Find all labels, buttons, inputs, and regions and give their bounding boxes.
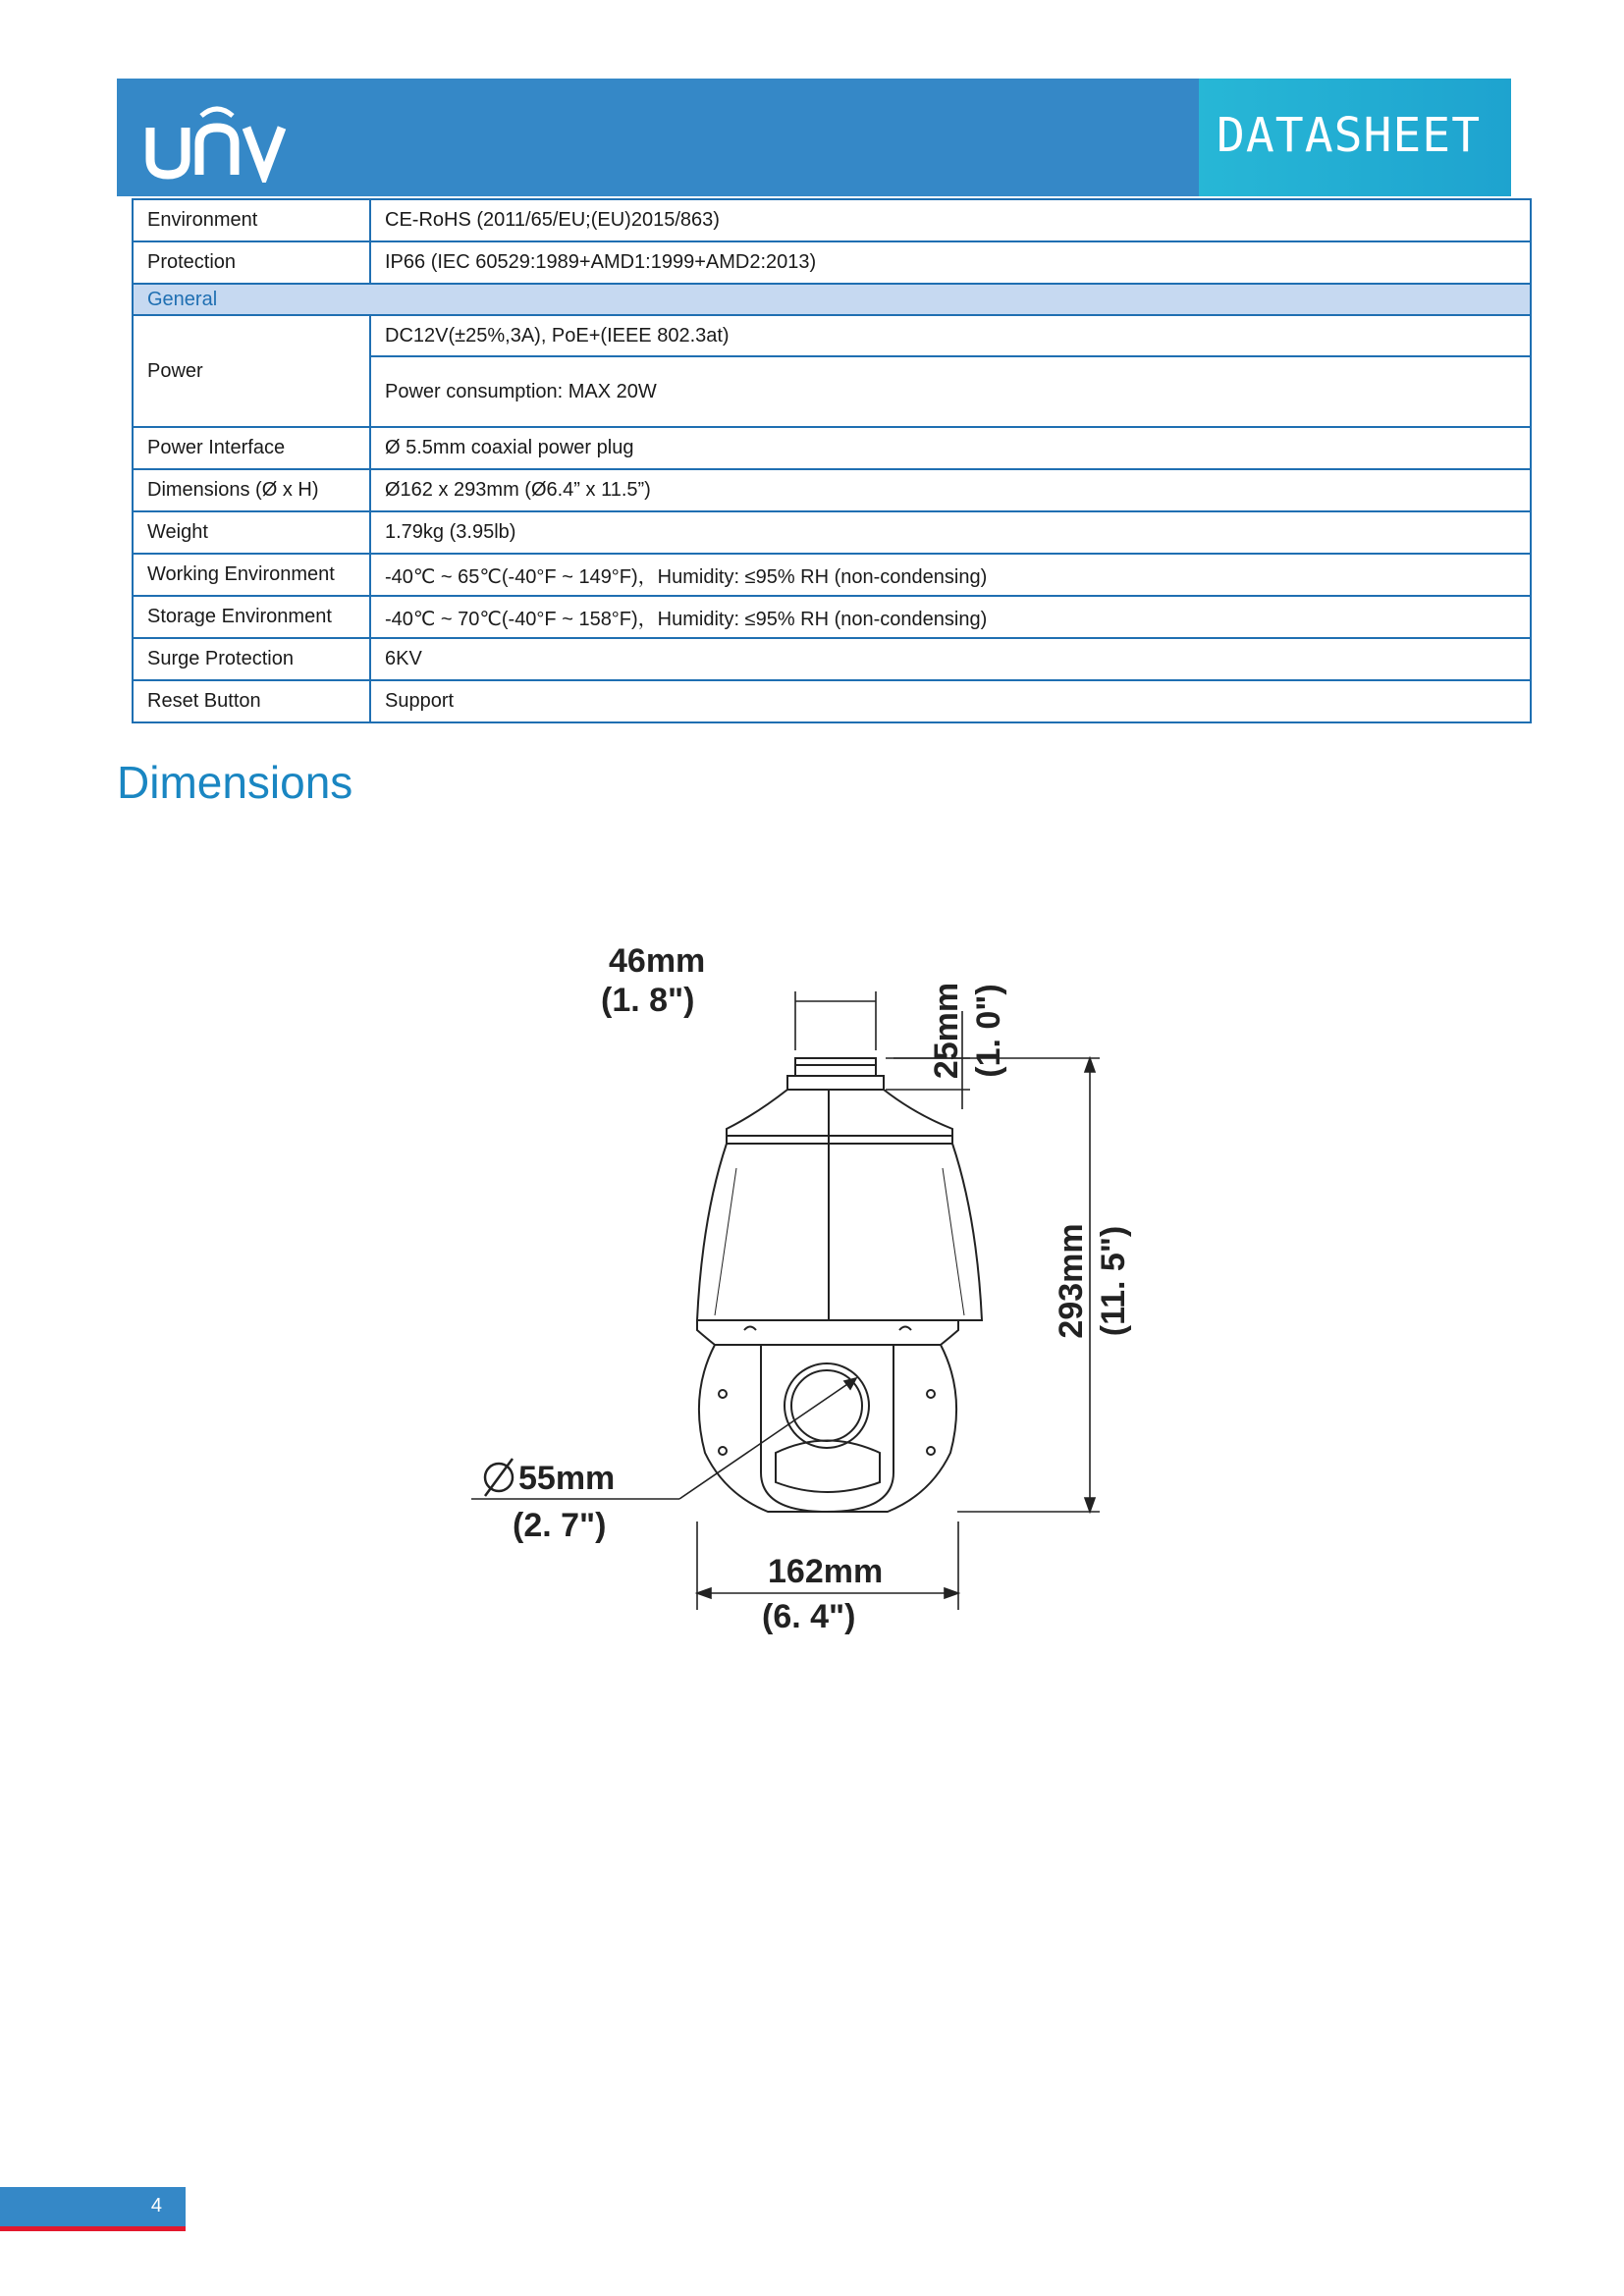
spec-key: Reset Button: [133, 680, 370, 722]
unv-logo: [142, 94, 299, 183]
spec-value: Power consumption: MAX 20W: [370, 356, 1531, 427]
section-row-general: [133, 284, 1531, 315]
spec-value: DC12V(±25%,3A), PoE+(IEEE 802.3at): [370, 315, 1531, 356]
table-row: [133, 554, 1531, 596]
diameter-symbol-icon: [485, 1459, 513, 1496]
table-row: [133, 241, 1531, 284]
spec-key: Power: [133, 315, 370, 427]
spec-value: -40℃ ~ 70℃(-40°F ~ 158°F)，Humidity: ≤95% RH (non-condensing): [370, 596, 1531, 638]
table-row: [133, 680, 1531, 722]
dim-top-height-mm: 25mm: [928, 982, 965, 1080]
table-row: [133, 638, 1531, 680]
spec-value: 6KV: [370, 638, 1531, 680]
spec-value: IP66 (IEC 60529:1989+AMD1:1999+AMD2:2013): [370, 241, 1531, 284]
dim-top-width-in: (1. 8"): [601, 982, 695, 1019]
table-row: [133, 596, 1531, 638]
page-number-tab: [0, 2187, 186, 2231]
spec-key: Environment: [133, 199, 370, 241]
dim-lens-in: (2. 7"): [513, 1507, 607, 1544]
header-bar: [117, 79, 1511, 196]
spec-table: [132, 198, 1532, 723]
table-row: [133, 199, 1531, 241]
datasheet-badge: [1199, 79, 1511, 196]
spec-key: Power Interface: [133, 427, 370, 469]
dim-top-width-mm: 46mm: [609, 942, 706, 980]
page-number: 4: [150, 2195, 162, 2216]
dim-total-height-mm: 293mm: [1053, 1223, 1090, 1339]
dim-total-height-in: (11. 5"): [1095, 1225, 1132, 1337]
table-row: [133, 427, 1531, 469]
datasheet-label: DATASHEET: [1217, 108, 1482, 163]
camera-dimension-drawing: [461, 883, 1168, 1669]
dim-width-in: (6. 4"): [762, 1598, 856, 1635]
spec-key: Working Environment: [133, 554, 370, 596]
dim-width-mm: 162mm: [768, 1553, 884, 1590]
spec-value: CE-RoHS (2011/65/EU;(EU)2015/863): [370, 199, 1531, 241]
dim-top-height-in: (1. 0"): [970, 984, 1007, 1078]
spec-value: 1.79kg (3.95lb): [370, 511, 1531, 554]
spec-key: Weight: [133, 511, 370, 554]
table-row: [133, 315, 1531, 356]
spec-value: Ø 5.5mm coaxial power plug: [370, 427, 1531, 469]
spec-key: Surge Protection: [133, 638, 370, 680]
section-label: General: [133, 284, 1531, 315]
dim-lens-mm: 55mm: [518, 1460, 616, 1497]
spec-value: Support: [370, 680, 1531, 722]
spec-key: Dimensions (Ø x H): [133, 469, 370, 511]
table-row: [133, 511, 1531, 554]
dimensions-title: Dimensions: [117, 757, 353, 808]
spec-key: Storage Environment: [133, 596, 370, 638]
spec-value: Ø162 x 293mm (Ø6.4” x 11.5”): [370, 469, 1531, 511]
spec-value: -40℃ ~ 65℃(-40°F ~ 149°F)，Humidity: ≤95% RH (non-condensing): [370, 554, 1531, 596]
table-row: [133, 469, 1531, 511]
spec-key: Protection: [133, 241, 370, 284]
